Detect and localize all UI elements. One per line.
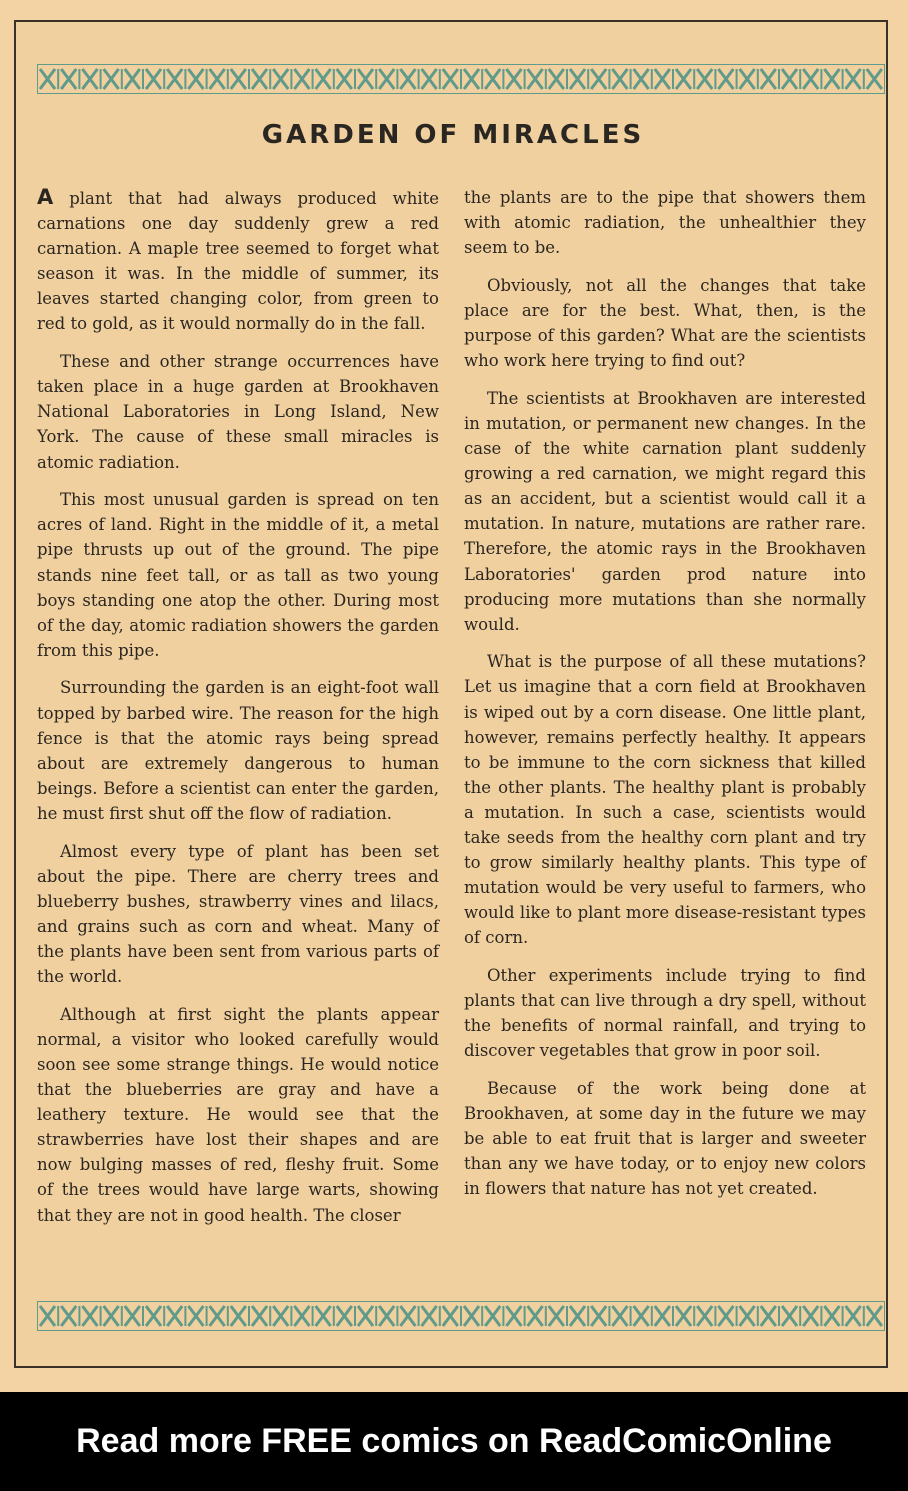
left-paragraph-2: These and other strange occurrences have taken place in a huge garden at Brookhaven National Laboratories in Long Island, New York. The cause of these small miracles is atomic radiation. — [37, 352, 439, 472]
bottom-decorative-border — [37, 1301, 885, 1331]
right-paragraph-1: the plants are to the pipe that showers them with atomic radiation, the unhealthier they seem to be. — [464, 188, 866, 258]
left-paragraph-1-text: plant that had always produced white carnations one day suddenly grew a red carnation. A maple tree seemed to forget what season it was. In the middle of summer, its leaves started changing color, from green to red to gold, as it would normally do in the fall. — [37, 189, 439, 334]
top-decorative-border — [37, 64, 885, 94]
left-paragraph-4: Surrounding the garden is an eight-foot wall topped by barbed wire. The reason for the high fence is that the atomic rays being spread about are extremely dangerous to human beings. Before a scientist can enter the garden, he must first shut off the flow of radiation. — [37, 678, 439, 823]
right-paragraph-5: Other experiments include trying to find plants that can live through a dry spell, without the benefits of normal rainfall, and trying to discover vegetables that grow in poor soil. — [464, 966, 866, 1061]
drop-cap: A — [37, 185, 54, 209]
left-paragraph-6: Although at first sight the plants appear normal, a visitor who looked carefully would soon see some strange things. He would notice that the blueberries are gray and have a leathery texture. He would see that the strawberries have lost their shapes and are now bulging masses of red, fleshy fruit. Some of the trees would have large warts, showing that they are not in good health. The closer — [37, 1004, 439, 1225]
right-paragraph-4: What is the purpose of all these mutations? Let us imagine that a corn field at Brookhaven is wiped out by a corn disease. One little plant, however, remains perfectly healthy. It appears to be immune to the corn sickness that killed the other plants. The healthy plant is probably a mutation. In such a case, scientists would take seeds from the healthy corn plant and try to grow similarly healthy plants. This type of mutation would be very useful to farmers, who would like to plant more disease-resistant types of corn. — [464, 652, 866, 948]
footer-link-text[interactable]: Read more FREE comics on ReadComicOnline — [76, 1422, 832, 1460]
article-title: GARDEN OF MIRACLES — [261, 120, 645, 150]
left-paragraph-3: This most unusual garden is spread on ten acres of land. Right in the middle of it, a metal pipe thrusts up out of the ground. The pipe stands nine feet tall, or as tall as two young boys standing one atop the other. During most of the day, atomic radiation showers the garden from this pipe. — [37, 490, 439, 660]
left-paragraph-1 — [37, 185, 439, 337]
left-column — [37, 185, 439, 1240]
article-frame — [14, 20, 888, 1368]
footer-banner[interactable] — [0, 1392, 908, 1491]
right-paragraph-6: Because of the work being done at Brookhaven, at some day in the future we may be able to eat fruit that is larger and sweeter than any we have today, or to enjoy new colors in flowers that nature has not yet created. — [464, 1079, 866, 1199]
left-paragraph-5: Almost every type of plant has been set about the pipe. There are cherry trees and blueberry bushes, strawberry vines and lilacs, and grains such as corn and wheat. Many of the plants have been sent from various parts of the world. — [37, 841, 439, 987]
right-column — [464, 185, 866, 1214]
right-paragraph-3: The scientists at Brookhaven are interested in mutation, or permanent new changes. In the case of the white carnation plant suddenly growing a red carnation, we might regard this as an accident, but a scientist would call it a mutation. In nature, mutations are rather rare. Therefore, the atomic rays in the Brookhaven Laboratories' garden prod nature into producing more mutations than she normally would. — [464, 388, 866, 634]
right-paragraph-2: Obviously, not all the changes that take place are for the best. What, then, is the purpose of this garden? What are the scientists who work here trying to find out? — [464, 275, 866, 371]
